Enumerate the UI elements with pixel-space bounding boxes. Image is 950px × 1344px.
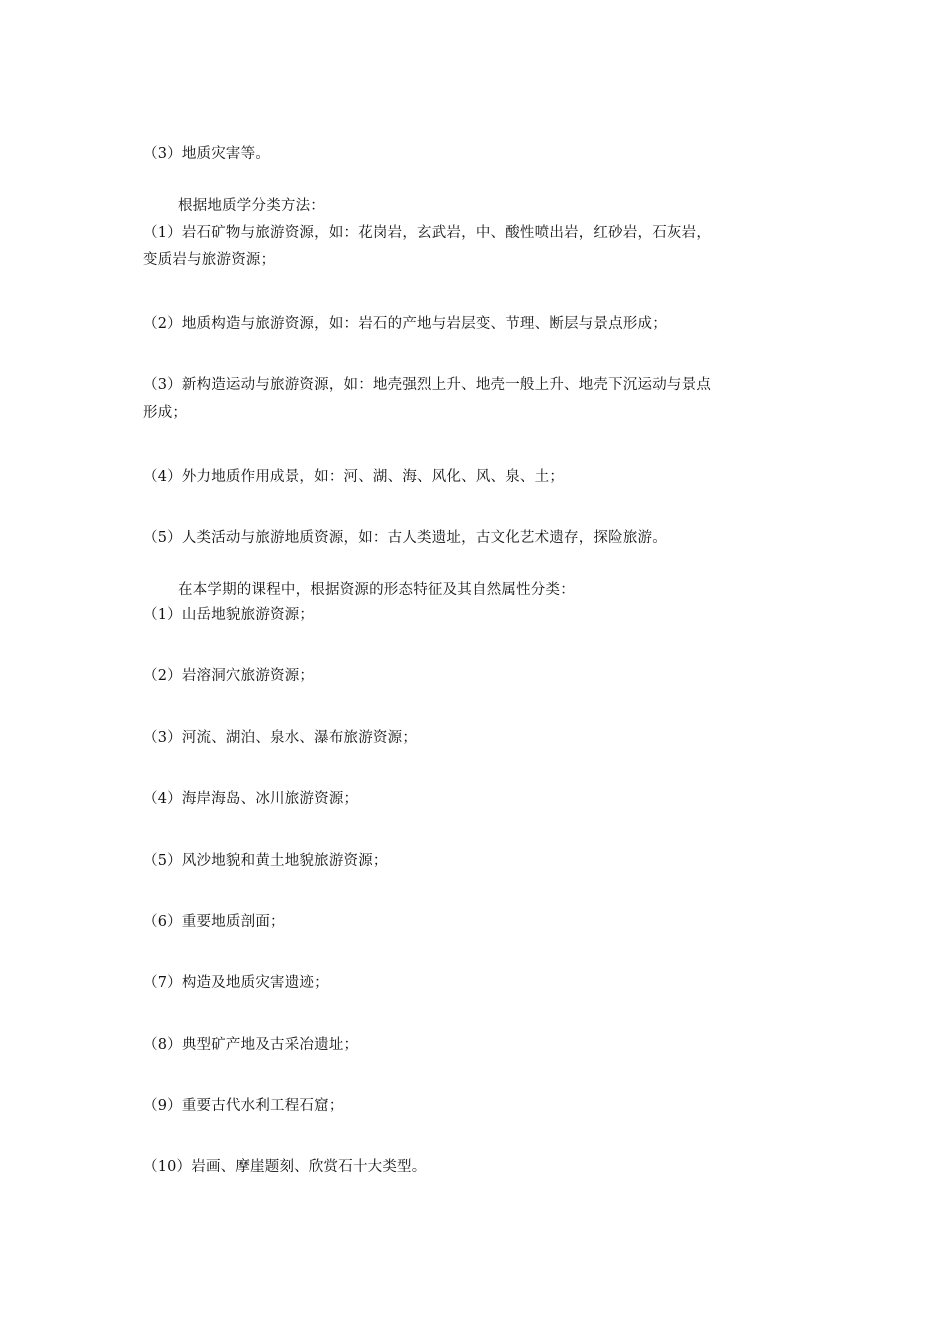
list-item-exogenic-processes: （4）外力地质作用成景，如：河、湖、海、风化、风、泉、土；	[143, 469, 565, 485]
list-item-neotectonics-continued: 形成；	[143, 405, 188, 421]
list-item-geohazards: （3）地质灾害等。	[143, 146, 271, 162]
list-item-karst-caves: （2）岩溶洞穴旅游资源；	[143, 668, 315, 684]
list-item-mining-sites: （8）典型矿产地及古采冶遗址；	[143, 1037, 359, 1053]
list-item-rocks-minerals-continued: 变质岩与旅游资源；	[143, 252, 276, 268]
list-item-coast-glacier: （4）海岸海岛、冰川旅游资源；	[143, 791, 359, 807]
list-item-geologic-structure: （2）地质构造与旅游资源，如：岩石的产地与岩层变、节理、断层与景点形成；	[143, 316, 667, 332]
section-heading-geology-classification: 根据地质学分类方法：	[178, 198, 325, 214]
section-heading-course-classification: 在本学期的课程中，根据资源的形态特征及其自然属性分类：	[178, 582, 575, 598]
list-item-neotectonics: （3）新构造运动与旅游资源，如：地壳强烈上升、地壳一般上升、地壳下沉运动与景点	[143, 377, 712, 393]
list-item-aeolian-loess: （5）风沙地貌和黄土地貌旅游资源；	[143, 853, 388, 869]
list-item-human-activity: （5）人类活动与旅游地质资源，如：古人类遗址，古文化艺术遗存，探险旅游。	[143, 530, 667, 546]
list-item-structure-hazard-relics: （7）构造及地质灾害遗迹；	[143, 975, 329, 991]
list-item-rocks-minerals: （1）岩石矿物与旅游资源，如：花岗岩，玄武岩，中、酸性喷出岩，红砂岩，石灰岩，	[143, 225, 712, 241]
list-item-geologic-sections: （6）重要地质剖面；	[143, 914, 285, 930]
list-item-rock-art-stones: （10）岩画、摩崖题刻、欣赏石十大类型。	[143, 1159, 427, 1175]
list-item-water-works-grottoes: （9）重要古代水利工程石窟；	[143, 1098, 344, 1114]
list-item-mountain-landforms: （1）山岳地貌旅游资源；	[143, 607, 315, 623]
list-item-water-bodies: （3）河流、湖泊、泉水、瀑布旅游资源；	[143, 730, 418, 746]
